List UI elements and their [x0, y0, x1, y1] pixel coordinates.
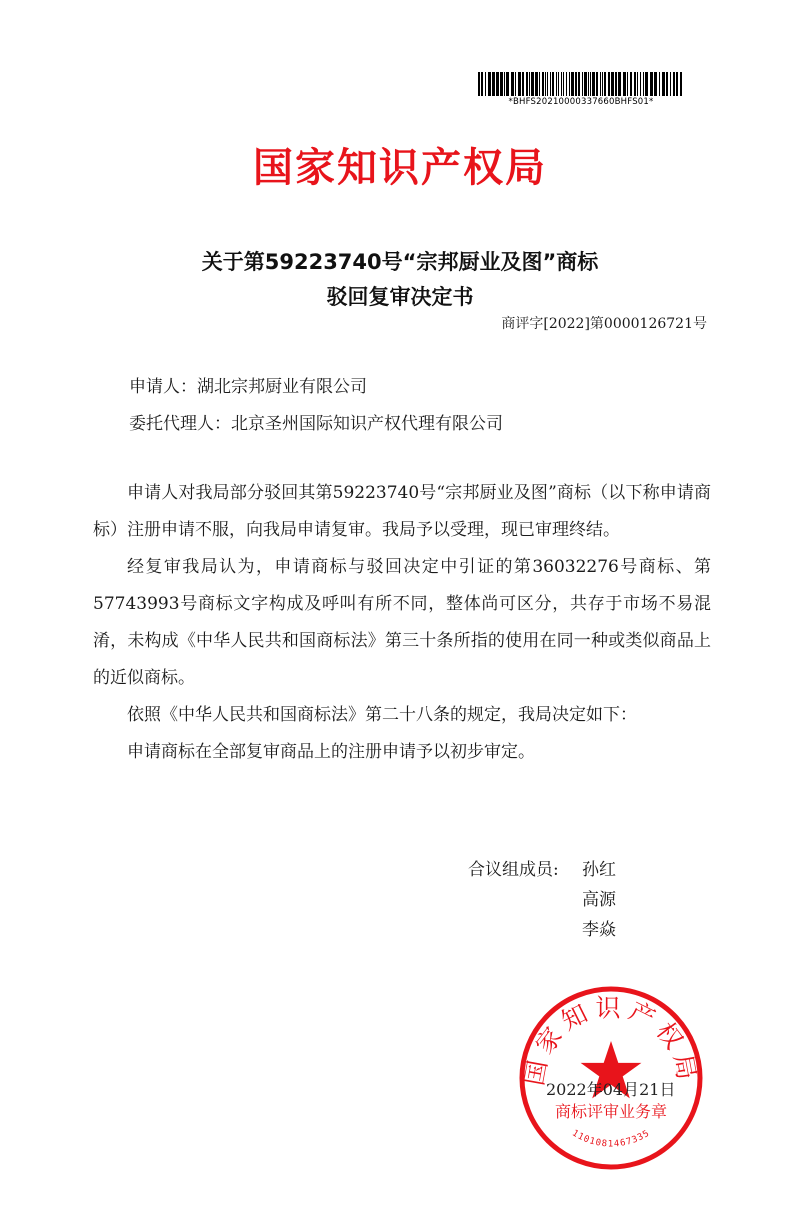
panel-members-label: 合议组成员: — [468, 860, 559, 880]
decision-body — [93, 475, 711, 771]
panel-member: 李焱 — [582, 920, 616, 940]
applicant-label: 申请人： — [129, 377, 197, 397]
applicant-name: 湖北宗邦厨业有限公司 — [197, 377, 367, 397]
decision-date: 2022年04月21日 — [546, 1080, 676, 1099]
barcode — [478, 72, 684, 107]
paragraph-legal-basis: 依照《中华人民共和国商标法》第二十八条的规定，我局决定如下： — [127, 705, 637, 725]
agent-line — [129, 409, 503, 434]
reference-number: 商评字[2022]第0000126721号 — [501, 316, 707, 332]
agent-name: 北京圣州国际知识产权代理有限公司 — [231, 414, 503, 434]
barcode-text: *BHFS20210000337660BHFS01* — [508, 97, 654, 107]
panel-member: 孙红 — [582, 860, 616, 880]
agency-header: 国家知识产权局 — [253, 145, 547, 191]
panel-member: 高源 — [582, 890, 616, 910]
paragraph-reasoning: 经复审我局认为，申请商标与驳回决定中引证的第36032276号商标、第57743993号商标文字构成及呼叫有所不同，整体尚可区分，共存于市场不易混淆，未构成《中华人民共和国商标法》第三十条所指的使用在同一种或类似商品上的近似商标。 — [93, 557, 711, 688]
barcode-bars — [478, 72, 684, 96]
agent-label: 委托代理人： — [129, 414, 231, 434]
seal-department: 商标评审业务章 — [554, 1102, 668, 1121]
paragraph-decision: 申请商标在全部复审商品上的注册申请予以初步审定。 — [127, 742, 535, 762]
seal-serial: 1101081467335 — [570, 1128, 652, 1150]
paragraph-background: 申请人对我局部分驳回其第59223740号“宗邦厨业及图”商标（以下称申请商标）注册申请不服，向我局申请复审。我局予以受理，现已审理终结。 — [93, 483, 711, 540]
document-title-line2: 驳回复审决定书 — [326, 285, 474, 309]
document-title-line1: 关于第59223740号“宗邦厨业及图”商标 — [201, 250, 599, 274]
seal-ring-text: 国家知识产权局 — [519, 993, 703, 1088]
applicant-line — [129, 372, 367, 397]
